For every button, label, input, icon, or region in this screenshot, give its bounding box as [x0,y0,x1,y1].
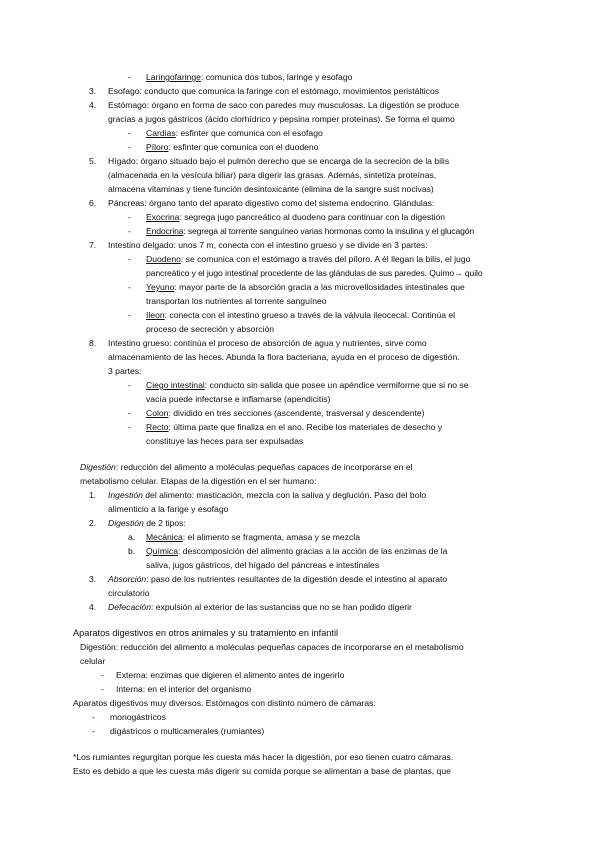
text-line: Digestión: reducción del alimento a moléculas pequeñas capaces de incorporarse en el metabolismo [80,642,464,652]
text-line: Digestión de 2 tipos: [108,518,186,528]
text-line: Páncreas: órgano tanto del aparato digestivo como del sistema endocrino. Glándulas: [108,198,435,208]
term-defecacion: Defecación [108,602,151,612]
text-line: Laringofaringe: comunica dos tubos, laringe y esofago [146,72,353,82]
text-line: Intestino grueso: continúa el proceso de absorción de agua y nutrientes, sirve como [108,338,427,348]
text-line: Ciego intestinal: conducto sin salida que posee un apéndice vermiforme que si no se [146,380,469,390]
text-line: Yeyuno: mayor parte de la absorción gracia a las microvellosidades intestinales que [146,282,465,292]
term-colon: Colon [146,408,169,418]
term-exocrina: Exocrina [146,212,180,222]
text-line: Ingestión del alimento: masticación, mezcla con la saliva y deglución. Paso del bolo [108,490,427,500]
bullet-marker: - [128,380,131,390]
list-number: 3. [89,574,97,584]
list-letter: a. [128,532,136,542]
text-line: *Los rumiantes regurgitan porque les cuesta más hacer la digestión, por eso tienen cuatro cámaras. [73,752,454,762]
term-digestion: Digestión [80,462,116,472]
bullet-marker: - [92,712,95,722]
text-line: almacenamiento de las heces. Abunda la flora bacteriana, ayuda en el proceso de digestión. [108,352,460,362]
term-ciego-intestinal: Ciego intestinal [146,380,205,390]
term-digestion-tipos: Digestión [108,518,144,528]
text-line: Esto es debido a que les cuesta más digerir su comida porque se alimentan a base de plantas, que [73,766,451,776]
list-number: 3. [89,86,97,96]
bullet-marker: - [101,670,104,680]
term-cardias: Cardias [146,128,176,138]
text-line: celular [80,656,106,666]
text-line: Digestión: reducción del alimento a moléculas pequeñas capaces de incorporarse en el [80,462,413,472]
list-letter: b. [128,546,136,556]
bullet-marker: - [128,408,131,418]
text-line: Hígado: órgano situado bajo el pulmón derecho que se encarga de la secreción de la bilis [108,156,450,166]
bullet-marker: - [128,142,131,152]
text-line: gracias a jugos gástricos (ácido clorhídrico y pepsina romper proteínas). Se forma el quimo [108,114,455,124]
term-laringofaringe: Laringofaringe [146,72,201,82]
term-endocrina: Endocrina [146,226,184,236]
text-line: metabolismo celular. Etapas de la digestión en el ser humano: [80,476,317,486]
text-line: Defecación: expulsión al exterior de las sustancias que no se han podido digerir [108,602,412,612]
bullet-marker: - [128,72,131,82]
term-recto: Recto [146,422,169,432]
text-line: alimenticio a la farige y esofago [108,504,229,514]
text-line: Aparatos digestivos muy diversos. Estómagos con distinto número de cámaras: [73,698,376,708]
term-piloro: Píloro [146,142,169,152]
text-line: Recto: última parte que finaliza en el ano. Recibe los materiales de desecho y [146,422,443,432]
term-ingestion: Ingestión [108,490,143,500]
list-number: 8. [89,338,97,348]
list-number: 2. [89,518,97,528]
text-line: Química: descomposición del alimento gracias a la acción de las enzimas de la [146,546,448,556]
text-line: Estómago: órgano en forma de saco con paredes muy musculosas. La digestión se produce [108,100,460,110]
text-line: Intestino delgado: unos 7 m, conecta con el intestino grueso y se divide en 3 partes: [108,240,428,250]
bullet-marker: - [128,212,131,222]
bullet-marker: - [128,422,131,432]
term-quimica: Química [146,546,178,556]
list-number: 4. [89,602,97,612]
bullet-marker: - [128,226,131,236]
text-line: Colon: dividido en tres secciones (ascendente, trasversal y descendente) [146,408,425,418]
text-line: Endocrina: segrega al torrente sanguíneo varias hormonas como la insulina y el glucagón [146,226,475,236]
text-line: (almacenada en la vesícula biliar) para digerir las grasas. Además, sintetiza proteínas, [108,170,437,180]
list-number: 5. [89,156,97,166]
text-line: saliva, jugos gástricos, del hígado del páncreas e intestinales [146,560,380,570]
text-line: Externa: enzimas que digieren el alimento antes de ingerirlo [116,670,345,680]
text-line: Interna: en el interior del organismo [116,684,252,694]
text-line: Píloro: esfinter que comunica con el duodeno [146,142,319,152]
text-line: almacena vitaminas y tiene función desintoxicante (elimina de la sangre sust nocivas) [108,184,434,194]
list-number: 7. [89,240,97,250]
text-line: Cardias: esfinter que comunica con el esofago [146,128,323,138]
text-line: vacía puede infectarse e inflamarse (apendicitis) [146,394,331,404]
term-ileon: Ileon [146,310,165,320]
text-line: Mecánica: el alimento se fragmenta, amasa y se mezcla [146,532,360,542]
text-line: transportan los nutrientes al torrente sanguíneo [146,296,327,306]
list-number: 4. [89,100,97,110]
text-line: 3 partes: [108,366,142,376]
term-mecanica: Mecánica [146,532,183,542]
bullet-marker: - [128,254,131,264]
text-line: Duodeno: se comunica con el estómago a través del píloro. A él llegan la bilis, el jugo [146,254,471,264]
bullet-marker: - [101,684,104,694]
bullet-marker: - [128,282,131,292]
term-absorcion: Absorción [108,574,147,584]
bullet-marker: - [128,128,131,138]
section-heading: Aparatos digestivos en otros animales y su tratamiento en infantil [73,628,339,638]
text-line: Exocrina: segrega jugo pancreático al duodeno para continuar con la digestión [146,212,446,222]
text-line: circulatorio [108,588,150,598]
text-line: Esofago: conducto que comunica la faringe con el estómago, movimientos peristálticos [108,86,440,96]
list-number: 6. [89,198,97,208]
bullet-marker: - [128,310,131,320]
term-duodeno: Duodeno [146,254,181,264]
text-line: monogástricos [110,712,166,722]
text-line: Absorción: paso de los nutrientes resultantes de la digestión desde el intestino al aparato [108,574,448,584]
term-yeyuno: Yeyuno [146,282,175,292]
text-line: digástricos o multicamerales (rumiantes) [110,726,265,736]
text-line: Ileon: conecta con el intestino grueso a través de la válvula ileocecal. Continúa el [146,310,456,320]
text-line: proceso de secreción y absorción [146,324,275,334]
list-number: 1. [89,490,97,500]
text-line: pancreático y el jugo intestinal procedente de las glándulas de sus paredes. Quimo→ quilo [146,268,483,278]
text-line: constituye las heces para ser expulsadas [146,436,304,446]
bullet-marker: - [92,726,95,736]
